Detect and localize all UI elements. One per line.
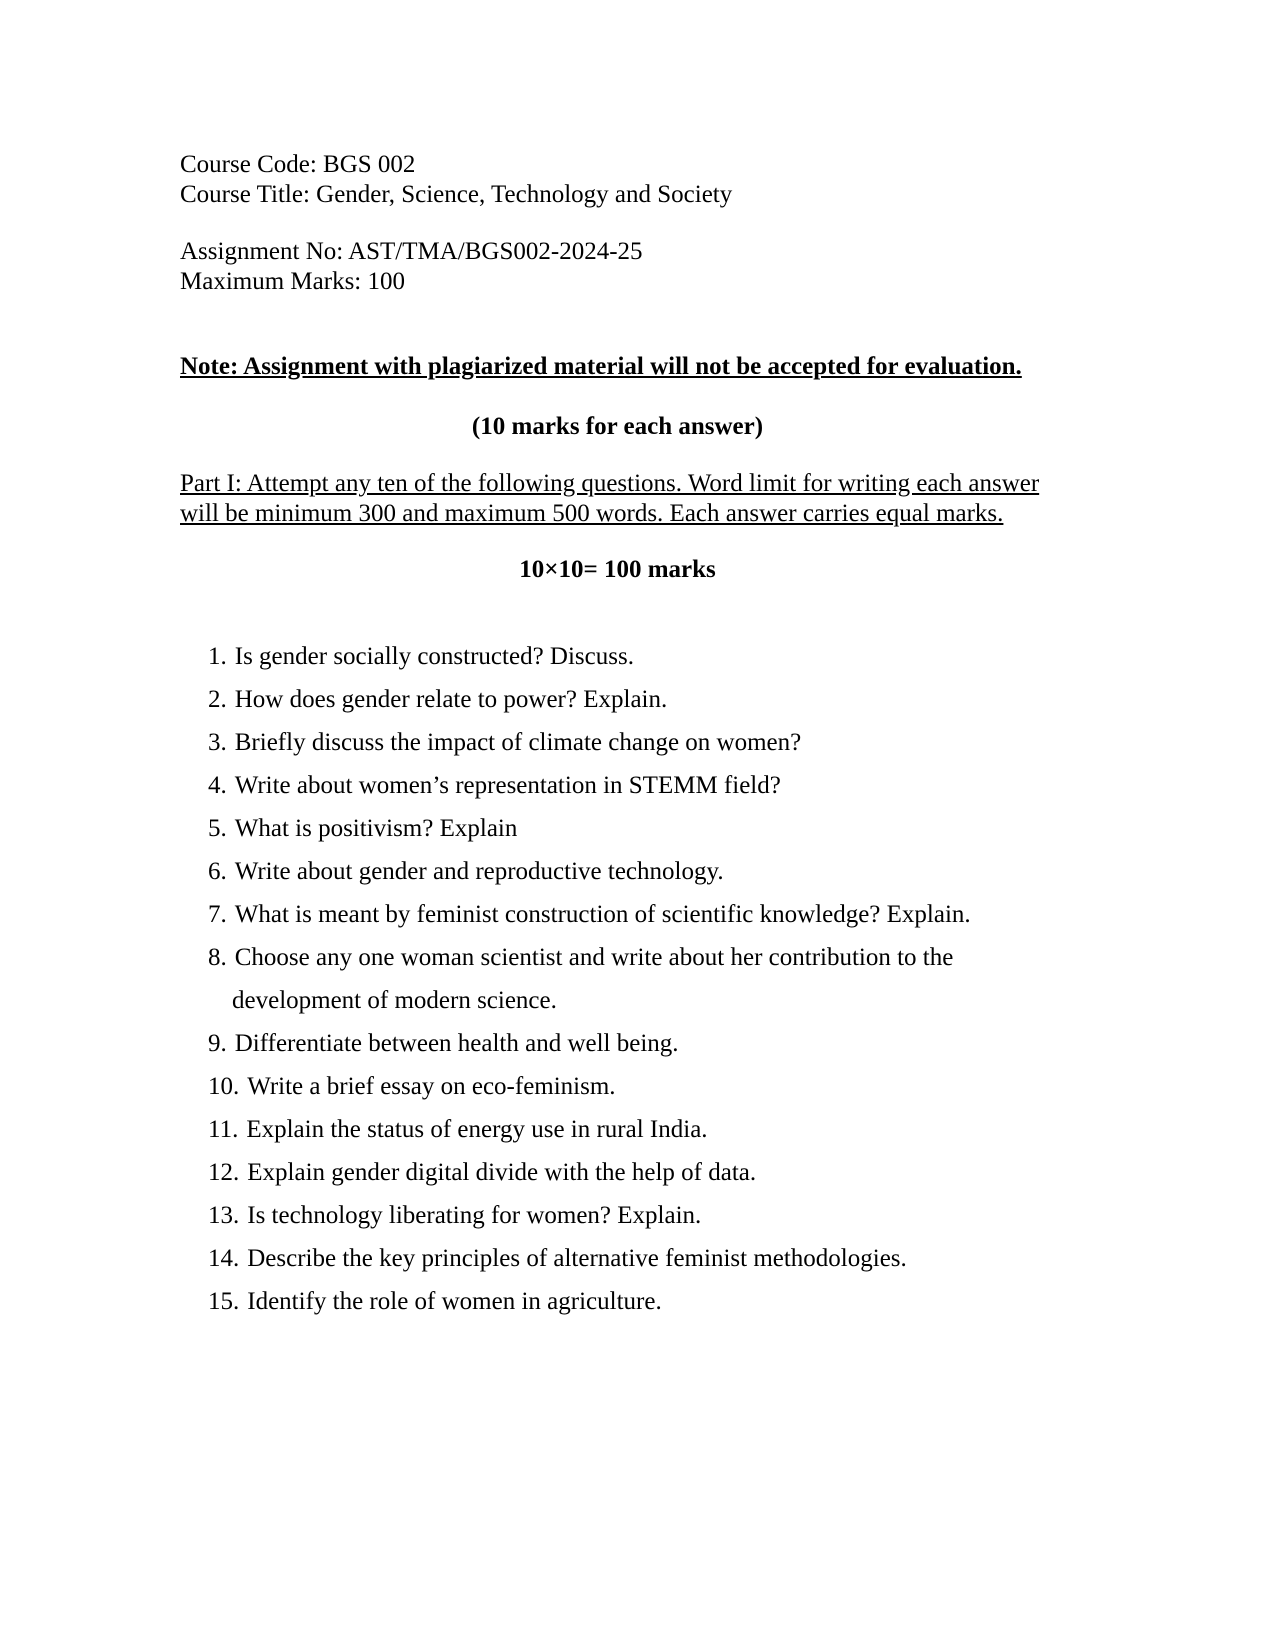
question-number: 13.: [208, 1202, 240, 1229]
question-text: Explain gender digital divide with the help of data.: [247, 1159, 757, 1186]
course-title: Course Title: Gender, Science, Technology and Society: [180, 181, 733, 208]
question-text: Describe the key principles of alternative feminist methodologies.: [247, 1245, 907, 1272]
question-text: Differentiate between health and well being.: [234, 1030, 679, 1057]
question-text: Write about gender and reproductive technology.: [234, 858, 724, 885]
question-text: What is positivism? Explain: [234, 815, 518, 842]
questions-list: [180, 635, 1055, 1323]
question-number: 14.: [208, 1245, 240, 1272]
question-item: [180, 764, 1055, 807]
assignment-no: Assignment No: AST/TMA/BGS002-2024-25: [180, 238, 643, 265]
question-item: [180, 1280, 1055, 1323]
question-number: 7.: [208, 901, 227, 928]
question-number: 5.: [208, 815, 227, 842]
question-text: Write a brief essay on eco-feminism.: [247, 1073, 616, 1100]
question-number: 10.: [208, 1073, 240, 1100]
question-item: [180, 1151, 1055, 1194]
question-text: How does gender relate to power? Explain.: [234, 686, 668, 713]
question-number: 9.: [208, 1030, 227, 1057]
marks-per-answer: (10 marks for each answer): [471, 413, 764, 440]
part1-instructions: Part I: Attempt any ten of the following questions. Word limit for writing each answer will be minimum 300 and maximum 500 words. Each answer carries equal marks.: [180, 470, 1040, 527]
question-item: [180, 1022, 1055, 1065]
question-number: 12.: [208, 1159, 240, 1186]
question-text: What is meant by feminist construction of scientific knowledge? Explain.: [234, 901, 971, 928]
question-number: 2.: [208, 686, 227, 713]
total-marks: 10×10= 100 marks: [519, 556, 716, 583]
plagiarism-note: Note: Assignment with plagiarized material will not be accepted for evaluation.: [180, 353, 1022, 380]
maximum-marks: Maximum Marks: 100: [180, 268, 405, 295]
question-text: Is technology liberating for women? Explain.: [247, 1202, 702, 1229]
question-number: 15.: [208, 1288, 240, 1315]
question-number: 3.: [208, 729, 227, 756]
question-item: [180, 893, 1055, 936]
question-text: Write about women’s representation in STEMM field?: [234, 772, 781, 799]
question-number: 1.: [208, 643, 227, 670]
question-text: Is gender socially constructed? Discuss.: [234, 643, 634, 670]
question-number: 6.: [208, 858, 227, 885]
question-text: Choose any one woman scientist and write about her contribution to the development of modern science.: [232, 944, 954, 1014]
question-number: 8.: [208, 944, 227, 971]
question-item: [180, 807, 1055, 850]
question-item: [180, 850, 1055, 893]
question-text: Identify the role of women in agriculture.: [247, 1288, 662, 1315]
question-number: 4.: [208, 772, 227, 799]
question-item: [180, 721, 1055, 764]
question-item: [180, 635, 1055, 678]
question-item: [180, 1108, 1055, 1151]
question-item: [180, 1065, 1055, 1108]
question-item: [180, 678, 1055, 721]
question-text: Briefly discuss the impact of climate change on women?: [234, 729, 802, 756]
question-item: [180, 1237, 1055, 1280]
question-item: [180, 1194, 1055, 1237]
course-code: Course Code: BGS 002: [180, 151, 416, 178]
question-item: [180, 936, 1055, 1022]
question-number: 11.: [208, 1116, 239, 1143]
question-text: Explain the status of energy use in rural India.: [246, 1116, 708, 1143]
